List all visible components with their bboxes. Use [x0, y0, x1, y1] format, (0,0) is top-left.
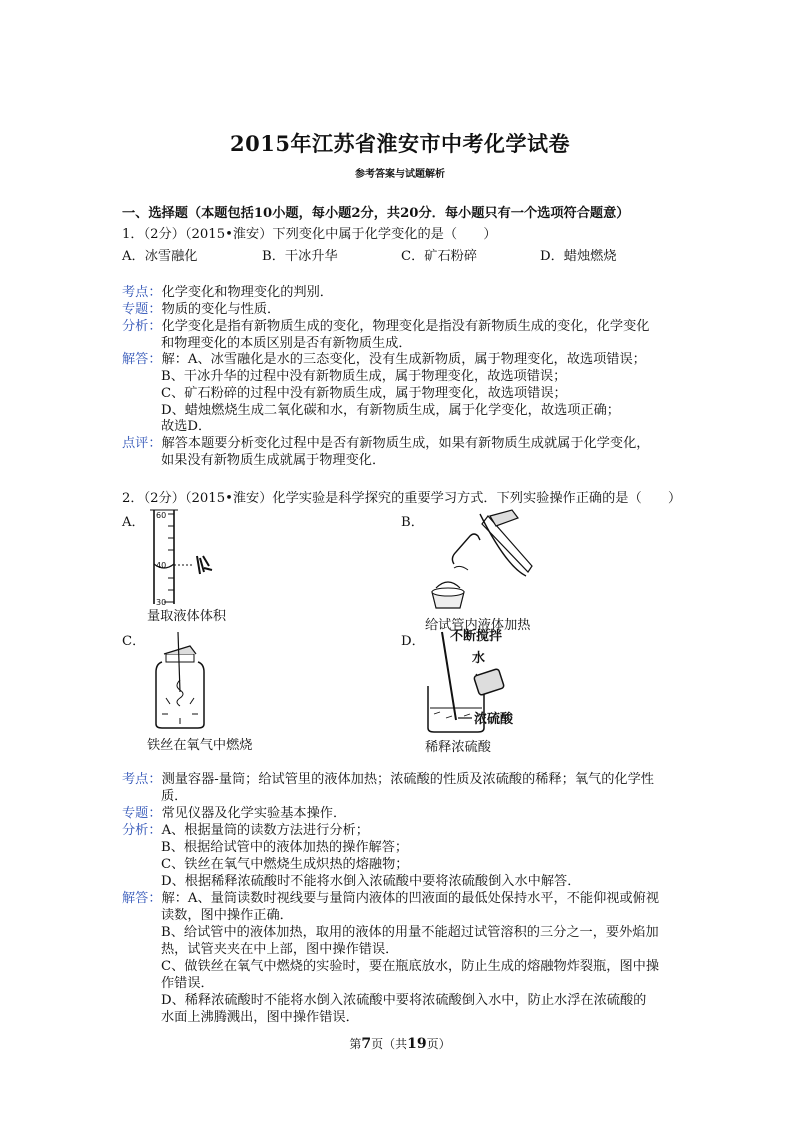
q2-jieda-line: D、稀释浓硫酸时不能将水倒入浓硫酸中要将浓硫酸倒入水中，防止水浮在浓硫酸的 [161, 993, 647, 1008]
q2-zhuanti [122, 805, 346, 822]
q2-jieda-line: 解：A、量筒读数时视线要与量筒内液体的凹液面的最低处保持水平，不能仰视或俯视 [161, 891, 660, 906]
q1-jieda [122, 351, 646, 368]
q1-fenxi [122, 318, 650, 335]
q2-jieda-line: 读数，图中操作正确． [161, 908, 293, 923]
q1-jieda-line: 解：A、冰雪融化是水的三态变化，没有生成新物质，属于物理变化，故选项错误； [161, 352, 646, 367]
q2-jieda-line: 热，试管夹夹在中上部，图中操作错误． [161, 942, 399, 957]
q1-dianping [122, 435, 650, 452]
tick-label-40: 40 [156, 561, 167, 570]
q2-stem: 2．（2分）（2015•淮安）化学实验是科学探究的重要学习方式．下列实验操作正确的是（ ） [122, 491, 682, 506]
q1-jieda-line: C、矿石粉碎的过程中没有新物质生成，属于物理变化，故选项错误； [161, 386, 567, 401]
q2-option-a: A． [122, 515, 145, 530]
q1-zhuanti-label: 专题： [122, 302, 162, 317]
q2-jieda-label: 解答： [122, 891, 162, 906]
q1-fenxi-label: 分析： [122, 319, 162, 334]
footer-prefix: 第 [349, 1037, 362, 1051]
q1-stem: 1．（2分）（2015•淮安）下列变化中属于化学变化的是（ ） [122, 227, 497, 242]
q1-option-a: A．冰雪融化 [122, 249, 198, 264]
q1-jieda-line: 故选D． [161, 419, 212, 434]
q2-kaodian-line: 质． [161, 789, 188, 804]
q1-dianping-line: 如果没有新物质生成就属于物理变化． [161, 453, 386, 468]
page-footer [0, 1035, 800, 1052]
q1-jieda-label: 解答： [122, 352, 162, 367]
q2-option-d: D． [401, 634, 425, 649]
q2-fenxi-line: D、根据稀释浓硫酸时不能将水倒入浓硫酸中要将浓硫酸倒入水中解答． [161, 874, 581, 889]
q1-dianping-line: 解答本题要分析变化过程中是否有新物质生成，如果有新物质生成就属于化学变化， [161, 436, 650, 451]
footer-page-number: 7 [361, 1036, 372, 1052]
footer-middle: 页（共 [371, 1037, 408, 1051]
q2-jieda-line: 作错误． [161, 976, 214, 991]
q2-jieda-line: B、给试管中的液体加热，取用的液体的用量不能超过试管溶积的三分之一，要外焰加 [161, 925, 659, 940]
test-tube-heating-figure [420, 506, 540, 618]
tick-label-60: 60 [156, 511, 167, 520]
q1-fenxi-line: 和物理变化的本质区别是否有新物质生成． [161, 336, 412, 351]
footer-suffix: 页） [426, 1037, 451, 1051]
q1-kaodian [122, 284, 333, 301]
q1-kaodian-label: 考点： [122, 285, 162, 300]
q1-jieda-line: B、干冰升华的过程中没有新物质生成，属于物理变化，故选项错误； [161, 369, 567, 384]
q2-fenxi-line: A、根据量筒的读数方法进行分析； [161, 823, 369, 838]
label-stir: 不断搅拌 [450, 629, 503, 644]
q2-jieda-line: C、做铁丝在氧气中燃烧的实验时，要在瓶底放水，防止生成的熔融物炸裂瓶，图中操 [161, 959, 660, 974]
q1-option-b: B．干冰升华 [262, 249, 338, 264]
caption-a: 量取液体体积 [147, 609, 227, 624]
page-title: 2015年江苏省淮安市中考化学试卷 [230, 131, 570, 156]
q2-zhuanti-text: 常见仪器及化学实验基本操作． [161, 806, 347, 821]
q1-zhuanti-text: 物质的变化与性质． [161, 302, 281, 317]
q2-fenxi-label: 分析： [122, 823, 162, 838]
tick-label-30: 30 [156, 598, 167, 606]
q1-option-c: C．矿石粉碎 [401, 249, 478, 264]
q2-fenxi-line: B、根据给试管中的液体加热的操作解答； [161, 840, 409, 855]
label-water: 水 [472, 651, 486, 666]
label-acid: 浓硫酸 [474, 712, 514, 727]
section-heading: 一、选择题（本题包括10小题，每小题2分，共20分．每小题只有一个选项符合题意） [122, 206, 630, 221]
q2-zhuanti-label: 专题： [122, 806, 162, 821]
eye-icon [197, 556, 212, 574]
q1-option-d: D．蜡烛燃烧 [540, 249, 617, 264]
q1-jieda-line: D、蜡烛燃烧生成二氧化碳和水，有新物质生成，属于化学变化，故选项正确； [161, 403, 620, 418]
page-subtitle: 参考答案与试题解析 [355, 169, 445, 180]
q2-kaodian-line: 测量容器-量筒；给试管里的液体加热；浓硫酸的性质及浓硫酸的稀释；氧气的化学性 [161, 772, 654, 787]
q1-kaodian-text: 化学变化和物理变化的判别． [161, 285, 333, 300]
q2-option-c: C． [122, 634, 146, 649]
q2-option-b: B． [401, 515, 424, 530]
q2-jieda [122, 890, 659, 907]
q2-kaodian-label: 考点： [122, 772, 162, 787]
caption-c: 铁丝在氧气中燃烧 [147, 738, 253, 753]
q2-kaodian [122, 771, 654, 788]
q2-fenxi-line: C、铁丝在氧气中燃烧生成炽热的熔融物； [161, 857, 409, 872]
graduated-cylinder-figure [140, 506, 220, 606]
dilute-acid-figure [420, 628, 560, 736]
caption-d: 稀释浓硫酸 [425, 740, 491, 755]
iron-wire-oxygen-figure [140, 632, 220, 732]
q1-fenxi-line: 化学变化是指有新物质生成的变化，物理变化是指没有新物质生成的变化，化学变化 [161, 319, 650, 334]
q2-jieda-line: 水面上沸腾溅出，图中操作错误． [161, 1010, 359, 1025]
q1-zhuanti [122, 301, 280, 318]
q1-dianping-label: 点评： [122, 436, 162, 451]
q2-fenxi [122, 822, 369, 839]
footer-total-pages: 19 [407, 1036, 427, 1052]
caption-b: 给试管内液体加热 [425, 618, 531, 633]
